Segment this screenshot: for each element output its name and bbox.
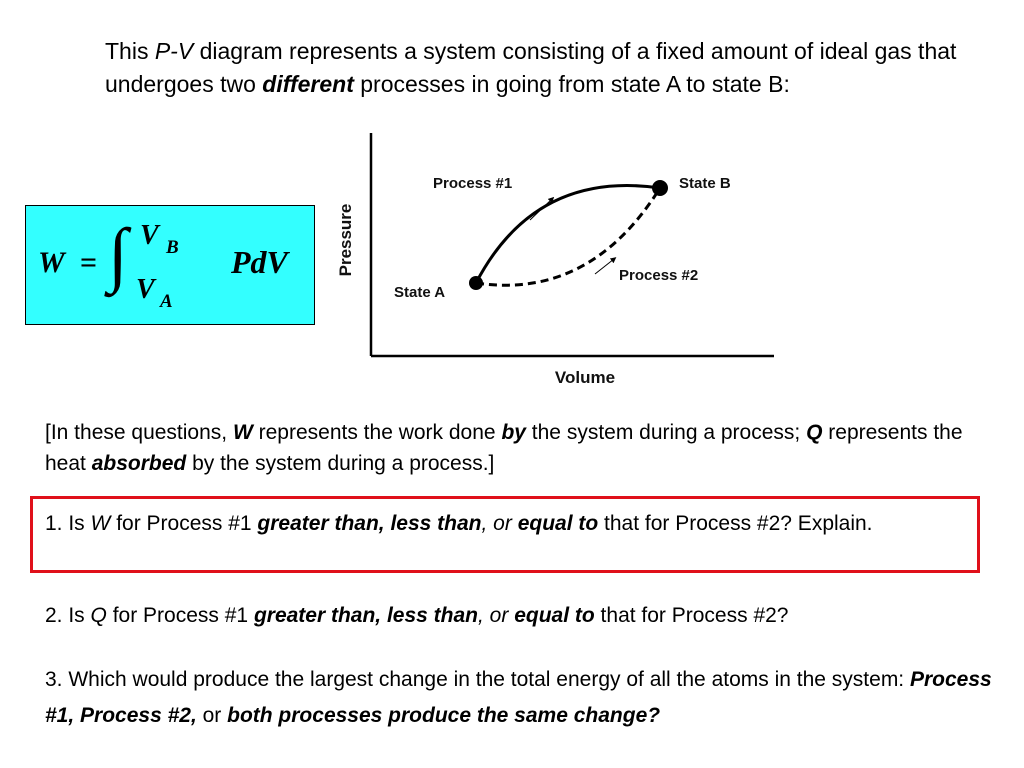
lower-limit-subscript: A [160,291,173,312]
q3-options: Process #1, Process #2, [45,668,992,727]
note-part-4: represents the heat [45,421,963,475]
different-emphasis: different [262,71,354,97]
q1-part-c: , or [481,512,518,535]
formula-integrand: PdV [231,244,288,280]
lower-limit-v: V [136,274,155,305]
note-part-3: the system during a process; [525,421,807,444]
q1-part-d: that for Process #2? Explain. [598,512,873,535]
state-a-point [469,276,483,290]
intro-part-1: This [105,38,155,64]
pv-term: P-V [154,38,194,64]
process-1-label: Process #1 [433,175,513,192]
process-2-arrow [595,259,614,274]
note-part-1: [In these questions, [45,421,233,444]
q1-options: greater than, less than [257,512,482,535]
question-1 [45,508,975,539]
question-2 [45,600,1005,631]
formula-equals: = [80,246,98,279]
intro-part-2: diagram represents a system consisting of a fixed amount of ideal gas that undergoes two [105,38,957,97]
note-by: by [501,421,526,444]
work-formula-box [25,205,315,325]
q2-part-c: , or [478,604,515,627]
q1-part-a: 1. Is [45,512,91,535]
q1-part-b: for Process #1 [110,512,258,535]
pv-diagram [330,125,790,395]
x-axis-label: Volume [554,368,616,387]
integral-sign: ∫ [108,214,128,294]
upper-limit-subscript: B [166,237,179,258]
question-3 [45,662,1015,734]
q1-equal-to: equal to [517,512,599,535]
intro-part-3: processes in going from state A to state B: [353,71,790,97]
note-part-5: by the system during a process.] [186,452,495,475]
note-absorbed: absorbed [91,452,187,475]
note-part-2: represents the work done [252,421,502,444]
note-q: Q [806,421,823,444]
process-2-label: Process #2 [619,267,699,284]
q3-or: or [196,704,228,727]
state-a-label: State A [394,284,446,301]
q2-q: Q [90,604,107,627]
q3-same-change: both processes produce the same change? [227,704,661,727]
y-axis-label: Pressure [336,203,355,277]
upper-limit-v: V [140,220,159,251]
q3-part-a: 3. Which would produce the largest change in the total energy of all the atoms in the system: [45,668,910,691]
q1-w: W [90,512,111,535]
state-b-point [652,180,668,196]
q2-part-d: that for Process #2? [594,604,789,627]
q2-part-b: for Process #1 [106,604,254,627]
intro-text [105,35,965,101]
q2-equal-to: equal to [514,604,595,627]
q2-part-a: 2. Is [45,604,91,627]
process-1-arrow [530,199,552,220]
definitions-note [45,417,1005,479]
q2-options: greater than, less than [253,604,479,627]
state-b-label: State B [679,175,731,192]
note-w: W [232,421,253,444]
formula-w: W [38,246,65,279]
